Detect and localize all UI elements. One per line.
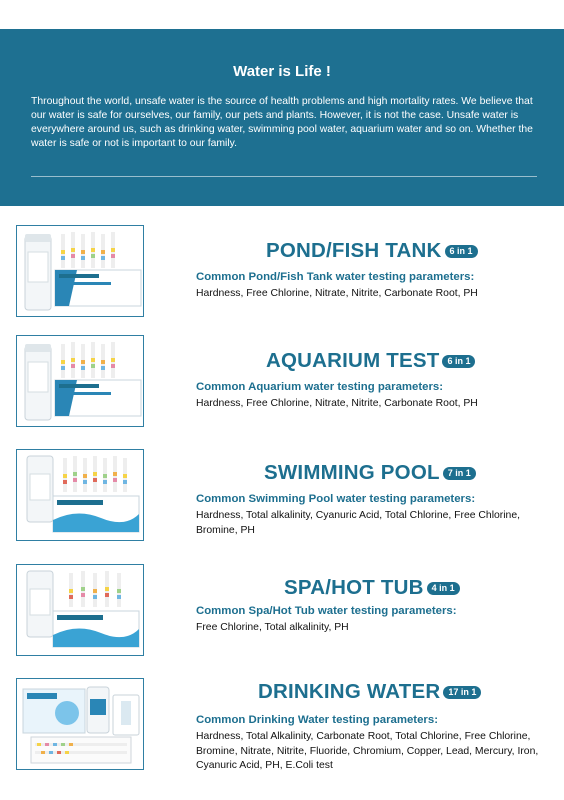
product-title: SPA/HOT TUB 4 in 1 — [284, 576, 460, 600]
params-list: Hardness, Total alkalinity, Cyanuric Acid, Total Chlorine, Free Chlorine, Bromine, PH — [196, 510, 520, 536]
params-heading: Common Aquarium water testing parameters: — [196, 381, 444, 393]
product-image — [16, 225, 144, 317]
product-title: SWIMMING POOL 7 in 1 — [264, 461, 476, 485]
count-badge: 7 in 1 — [443, 467, 476, 480]
params-list: Free Chlorine, Total alkalinity, PH — [196, 622, 349, 633]
params-list: Hardness, Free Chlorine, Nitrate, Nitrite, Carbonate Root, PH — [196, 398, 478, 409]
params-heading: Common Swimming Pool water testing parameters: — [196, 493, 476, 505]
product-title: DRINKING WATER 17 in 1 — [258, 680, 481, 704]
params-heading: Common Pond/Fish Tank water testing parameters: — [196, 271, 475, 283]
product-title: POND/FISH TANK 6 in 1 — [266, 239, 478, 263]
count-badge: 6 in 1 — [442, 355, 475, 368]
test-strips-kit-icon — [17, 226, 144, 317]
params-list: Hardness, Free Chlorine, Nitrate, Nitrite, Carbonate Root, PH — [196, 288, 478, 299]
banner-text: Throughout the world, unsafe water is the source of health problems and high mortality rates. We believe that our water is safe for ourselves, our family, our pets and plants. However, it is not the case. Unsafe water is everywhere around us, such as drinking water, swimming pool water, aquarium water and so on. Whether the water is safe or not is important to our family. — [31, 96, 533, 149]
intro-banner — [0, 29, 564, 206]
product-image — [16, 678, 144, 770]
product-image — [16, 335, 144, 427]
count-badge: 17 in 1 — [443, 686, 481, 699]
params-list: Hardness, Total Alkalinity, Carbonate Root, Total Chlorine, Free Chlorine, Bromine, Nitrate, Nitrite, Fluoride, Chromium, Copper, Lead, Mercury, Iron, Cyanuric Acid, PH, E.Coli test — [196, 731, 539, 771]
drinking-water-kit-icon — [17, 679, 144, 770]
params-heading: Common Drinking Water testing parameters: — [196, 714, 438, 726]
test-strips-kit-icon — [17, 336, 144, 427]
product-pond-fish-tank — [0, 225, 564, 325]
product-spa-hot-tub — [0, 564, 564, 664]
product-title: AQUARIUM TEST 6 in 1 — [266, 349, 475, 373]
product-swimming-pool — [0, 449, 564, 549]
count-badge: 4 in 1 — [427, 582, 460, 595]
pool-strips-kit-icon — [17, 565, 144, 656]
params-heading: Common Spa/Hot Tub water testing parameters: — [196, 605, 457, 617]
banner-divider — [31, 176, 537, 177]
count-badge: 6 in 1 — [445, 245, 478, 258]
product-image — [16, 449, 144, 541]
banner-title: Water is Life ! — [233, 63, 331, 80]
product-image — [16, 564, 144, 656]
product-aquarium-test — [0, 335, 564, 435]
product-drinking-water — [0, 678, 564, 794]
pool-strips-kit-icon — [17, 450, 144, 541]
